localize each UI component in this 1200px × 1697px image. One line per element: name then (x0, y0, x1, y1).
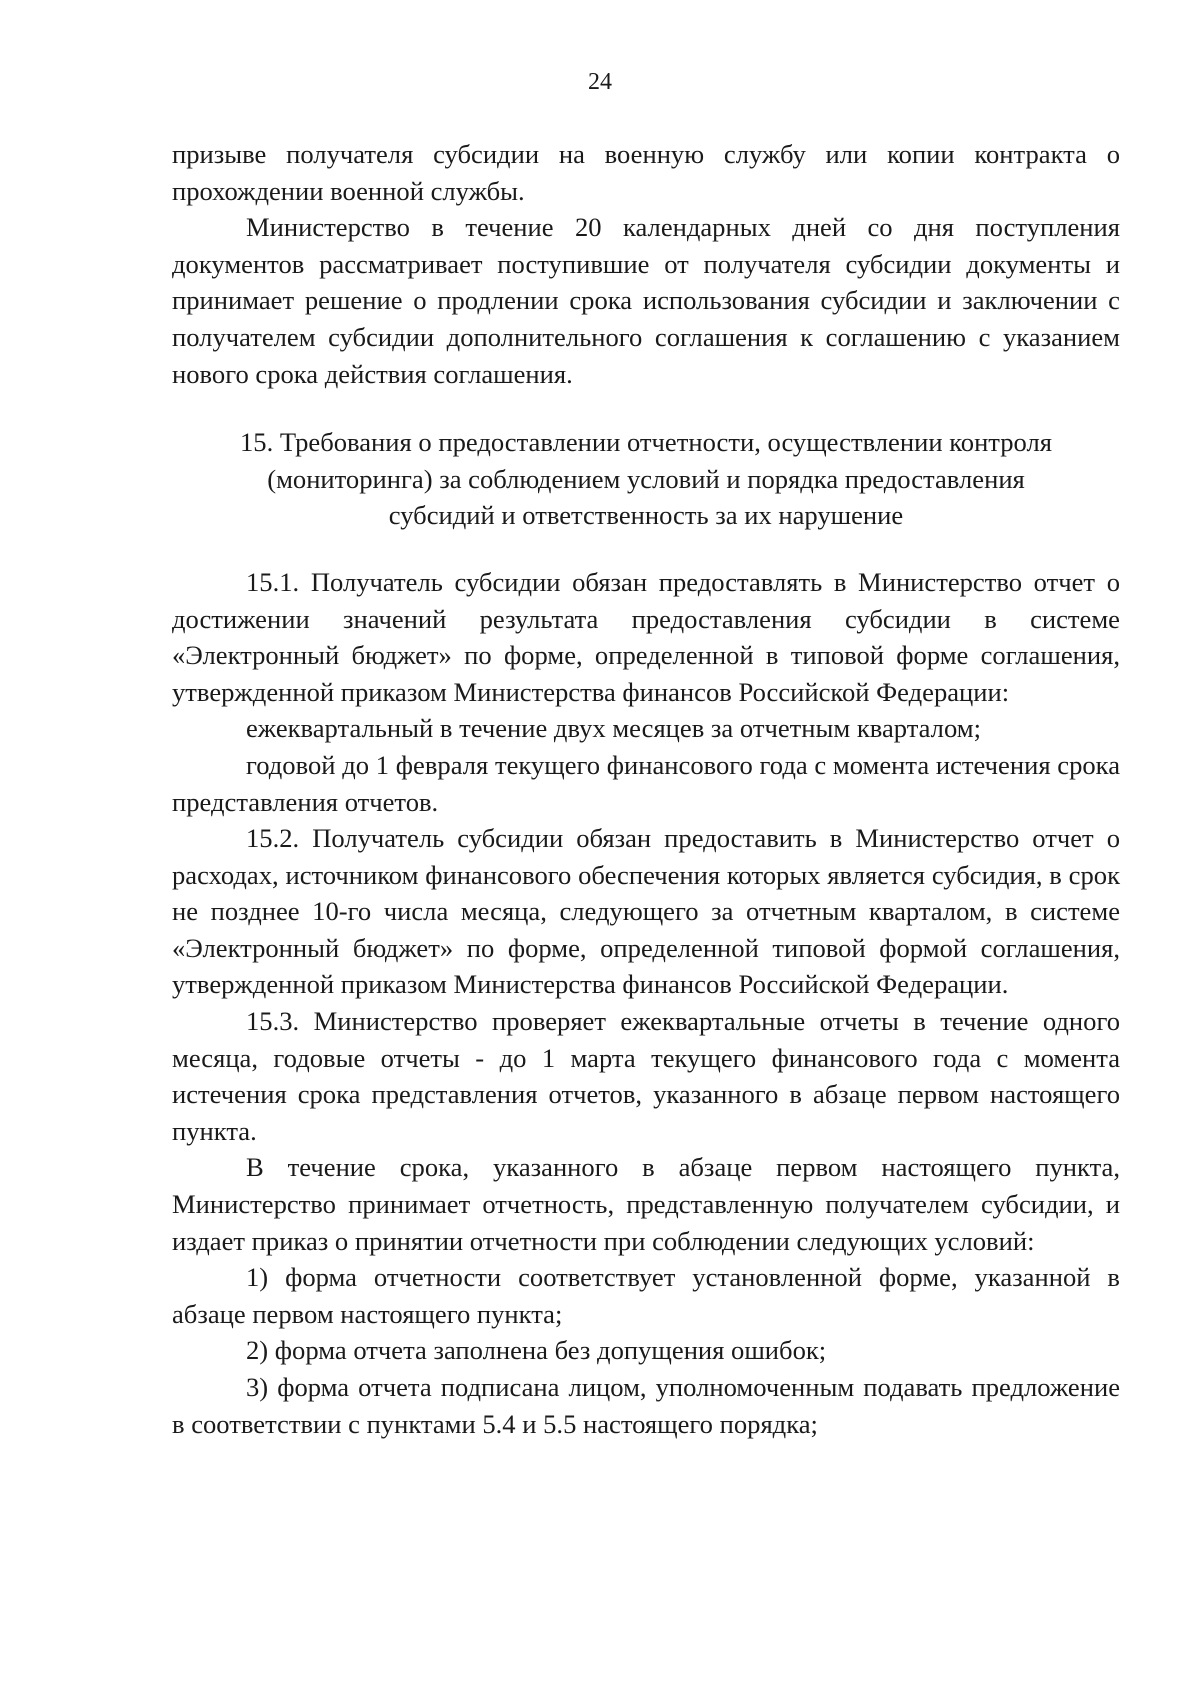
paragraph-15-1: 15.1. Получатель субсидии обязан предоставлять в Министерство отчет о достижении значений результата предоставления субсидии в системе «Электронный бюджет» по форме, определенной в типовой форме соглашения, утвержденной приказом Министерства финансов Российской Федерации: (172, 566, 1120, 707)
paragraph-15-2: 15.2. Получатель субсидии обязан предоставить в Министерство отчет о расходах, источником финансового обеспечения которых является субсидия, в срок не позднее 10-го числа месяца, следующего за отчетным кварталом, в системе «Электронный бюджет» по форме, определенной типовой формой соглашения, утвержденной приказом Министерства финансов Российской Федерации. (172, 823, 1120, 1000)
paragraph-continuation: призыве получателя субсидии на военную службу или копии контракта о прохождении военной службы. (172, 139, 1120, 206)
section-heading-line-2: (мониторинга) за соблюдением условий и порядка предоставления (267, 463, 1025, 494)
list-item-1: 1) форма отчетности соответствует установленной форме, указанной в абзаце первом настоящего пункта; (172, 1262, 1120, 1329)
paragraph-15-3: 15.3. Министерство проверяет ежеквартальные отчеты в течение одного месяца, годовые отчеты - до 1 марта текущего финансового года с момента истечения срока представления отчетов, указанного в абзаце первом настоящего пункта. (172, 1006, 1120, 1146)
section-heading-line-3: субсидий и ответственность за их нарушение (388, 500, 904, 531)
list-item-2: 2) форма отчета заполнена без допущения ошибок; (246, 1335, 827, 1366)
paragraph-acceptance: В течение срока, указанного в абзаце первом настоящего пункта, Министерство принимает отчетность, представленную получателем субсидии, и издает приказ о принятии отчетности при соблюдении следующих условий: (172, 1152, 1120, 1256)
document-body (172, 136, 1120, 1442)
paragraph-annual: годовой до 1 февраля текущего финансового года с момента истечения срока представления отчетов. (172, 749, 1120, 817)
page-number: 24 (588, 69, 612, 95)
paragraph-quarterly: ежеквартальный в течение двух месяцев за отчетным кварталом; (246, 713, 981, 744)
section-heading-line-1: 15. Требования о предоставлении отчетности, осуществлении контроля (239, 427, 1052, 458)
list-item-3: 3) форма отчета подписана лицом, уполномоченным подавать предложение в соответствии с пунктами 5.4 и 5.5 настоящего порядка; (172, 1372, 1120, 1439)
paragraph-ministry-review: Министерство в течение 20 календарных дней со дня поступления документов рассматривает поступившие от получателя субсидии документы и принимает решение о продлении срока использования субсидии и заключении с получателем субсидии дополнительного соглашения к соглашению с указанием нового срока действия соглашения. (172, 212, 1120, 389)
section-heading (172, 424, 1120, 534)
